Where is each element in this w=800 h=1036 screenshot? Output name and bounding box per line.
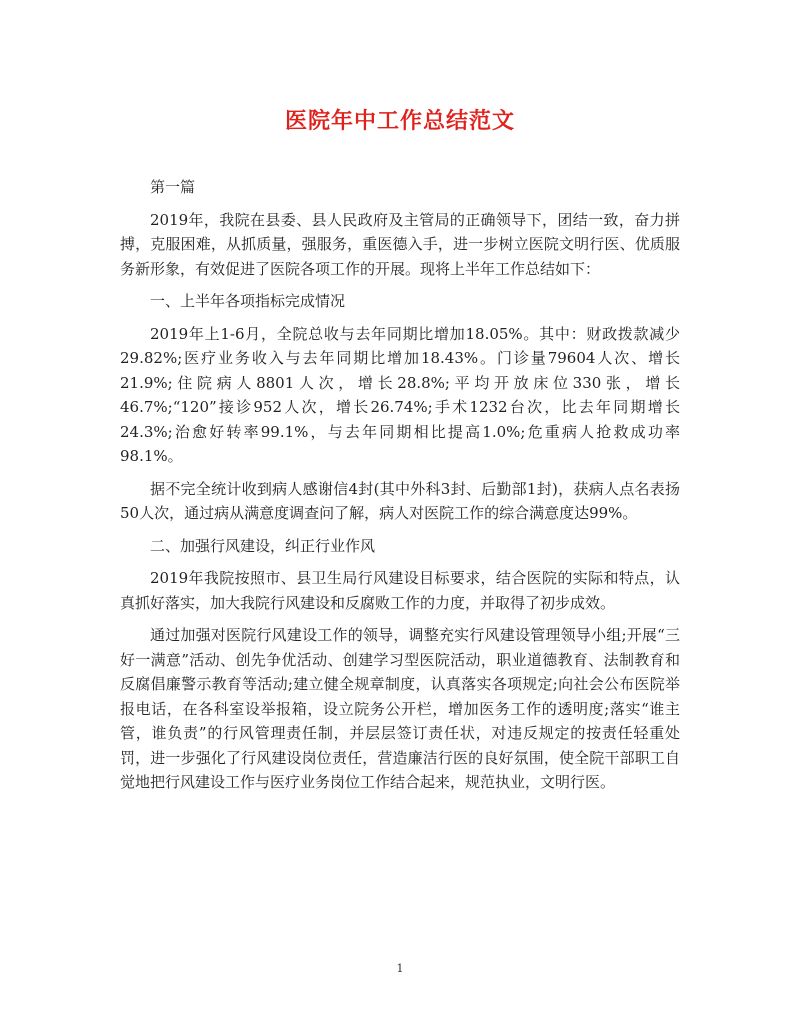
section-heading-conduct: 二、加强行风建设，纠正行业作风 [150, 536, 376, 555]
paragraph-conduct-measures: 通过加强对医院行风建设工作的领导，调整充实行风建设管理领导小组;开展“三好一满意”活动、创先争优活动、创建学习型医院活动，职业道德教育、法制教育和反腐倡廉警示教育等活动;建立健全规章制度，认真落实各项规定;向社会公布医院举报电话，在各科室设举报箱，设立院务公开栏，增加医务工作的透明度;落实“谁主管，谁负责”的行风管理责任制，并层层签订责任状，对违反规定的按责任轻重处罚，进一步强化了行风建设岗位责任，营造廉洁行医的良好氛围，使全院干部职工自觉地把行风建设工作与医疗业务岗位工作结合起来，规范执业，文明行医。 [120, 626, 680, 791]
page-number: 1 [396, 962, 404, 975]
document-body [120, 175, 680, 803]
paragraph-intro: 2019年，我院在县委、县人民政府及主管局的正确领导下，团结一致，奋力拼搏，克服困难，从抓质量，强服务，重医德入手，进一步树立医院文明行医、优质服务新形象，有效促进了医院各项工作的开展。现将上半年工作总结如下： [120, 210, 680, 278]
section-heading-first: 第一篇 [150, 178, 196, 196]
paragraph-satisfaction: 据不完全统计收到病人感谢信4封(其中外科3封、后勤部1封)，获病人点名表扬50人次，通过病从满意度调查问了解，病人对医院工作的综合满意度达99%。 [120, 479, 680, 522]
paragraph-conduct-goals: 2019年我院按照市、县卫生局行风建设目标要求，结合医院的实际和特点，认真抓好落实，加大我院行风建设和反腐败工作的力度，并取得了初步成效。 [120, 569, 680, 612]
section-heading-indicators: 一、上半年各项指标完成情况 [150, 292, 346, 310]
paragraph-indicators: 2019年上1-6月，全院总收与去年同期比增加18.05%。其中：财政拨款减少29.82%;医疗业务收入与去年同期比增加18.43%。门诊量79604人次、增长21.9%;住院病人8801人次，增长28.8%;平均开放床位330张，增长46.7%;“120”接诊952人次，增长26.74%;手术1232台次，比去年同期增长24.3%;治愈好转率99.1%，与去年同期相比提高1.0%;危重病人抢救成功率98.1%。 [120, 324, 680, 465]
document-title: 医院年中工作总结范文 [284, 108, 515, 134]
